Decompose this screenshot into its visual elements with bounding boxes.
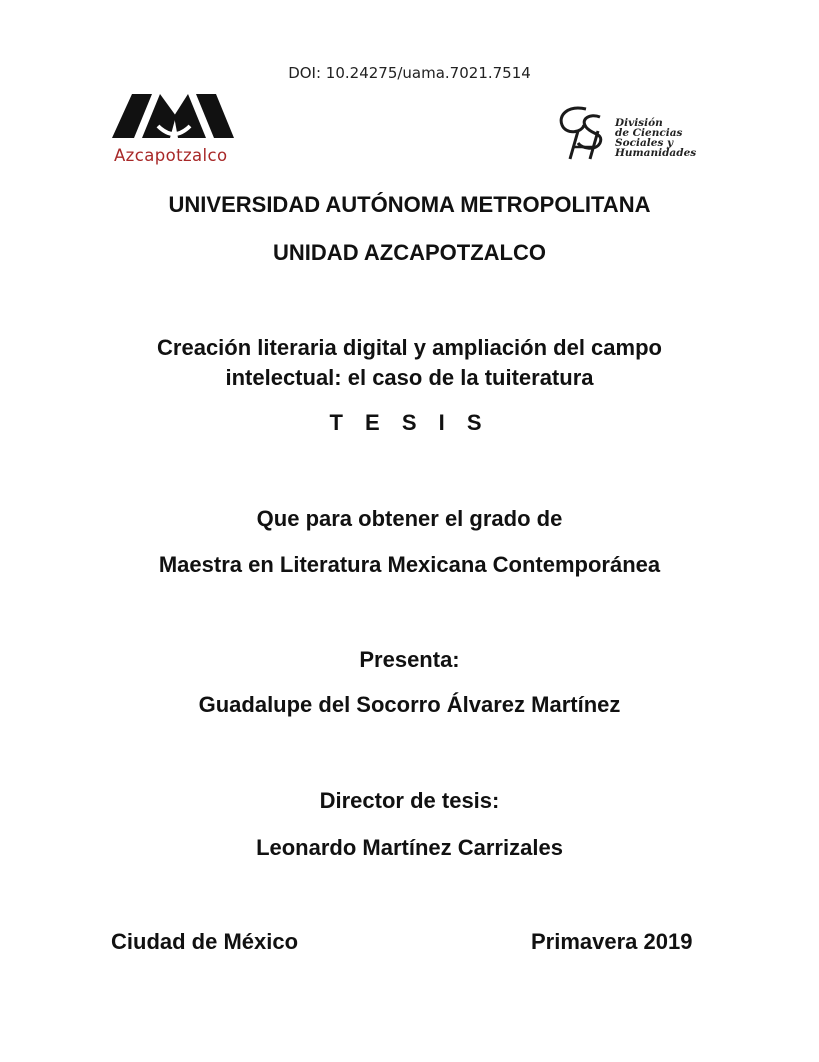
degree-name: Maestra en Literatura Mexicana Contemporánea	[158, 552, 661, 577]
thesis-title	[0, 333, 819, 393]
unit-name: UNIDAD AZCAPOTZALCO	[273, 240, 546, 265]
doi-text: DOI: 10.24275/uama.7021.7514	[288, 64, 531, 82]
csh-logo-text	[615, 118, 696, 158]
uam-logo	[112, 94, 252, 164]
footer-date: Primavera 2019	[531, 929, 693, 954]
csh-text-line: de Ciencias	[615, 127, 683, 139]
director-label: Director de tesis:	[319, 788, 500, 813]
uam-logo-label: Azcapotzalco	[114, 146, 228, 165]
csh-text-line: División	[615, 117, 663, 129]
director-name: Leonardo Martínez Carrizales	[256, 835, 563, 860]
csh-text-line: Humanidades	[615, 147, 697, 159]
presents-label: Presenta:	[359, 647, 460, 672]
author-name: Guadalupe del Socorro Álvarez Martínez	[198, 692, 621, 717]
csh-logo	[556, 103, 716, 165]
csh-mark-icon	[556, 103, 618, 161]
thesis-title-line: intelectual: el caso de la tuiteratura	[225, 365, 594, 390]
csh-text-line: Sociales y	[615, 137, 674, 149]
thesis-type: T E S I S	[329, 410, 490, 435]
degree-purpose: Que para obtener el grado de	[256, 506, 563, 531]
uam-mark-icon	[112, 94, 236, 140]
university-name: UNIVERSIDAD AUTÓNOMA METROPOLITANA	[168, 192, 651, 217]
thesis-title-line: Creación literaria digital y ampliación del campo	[157, 335, 662, 360]
footer-city: Ciudad de México	[111, 929, 299, 954]
